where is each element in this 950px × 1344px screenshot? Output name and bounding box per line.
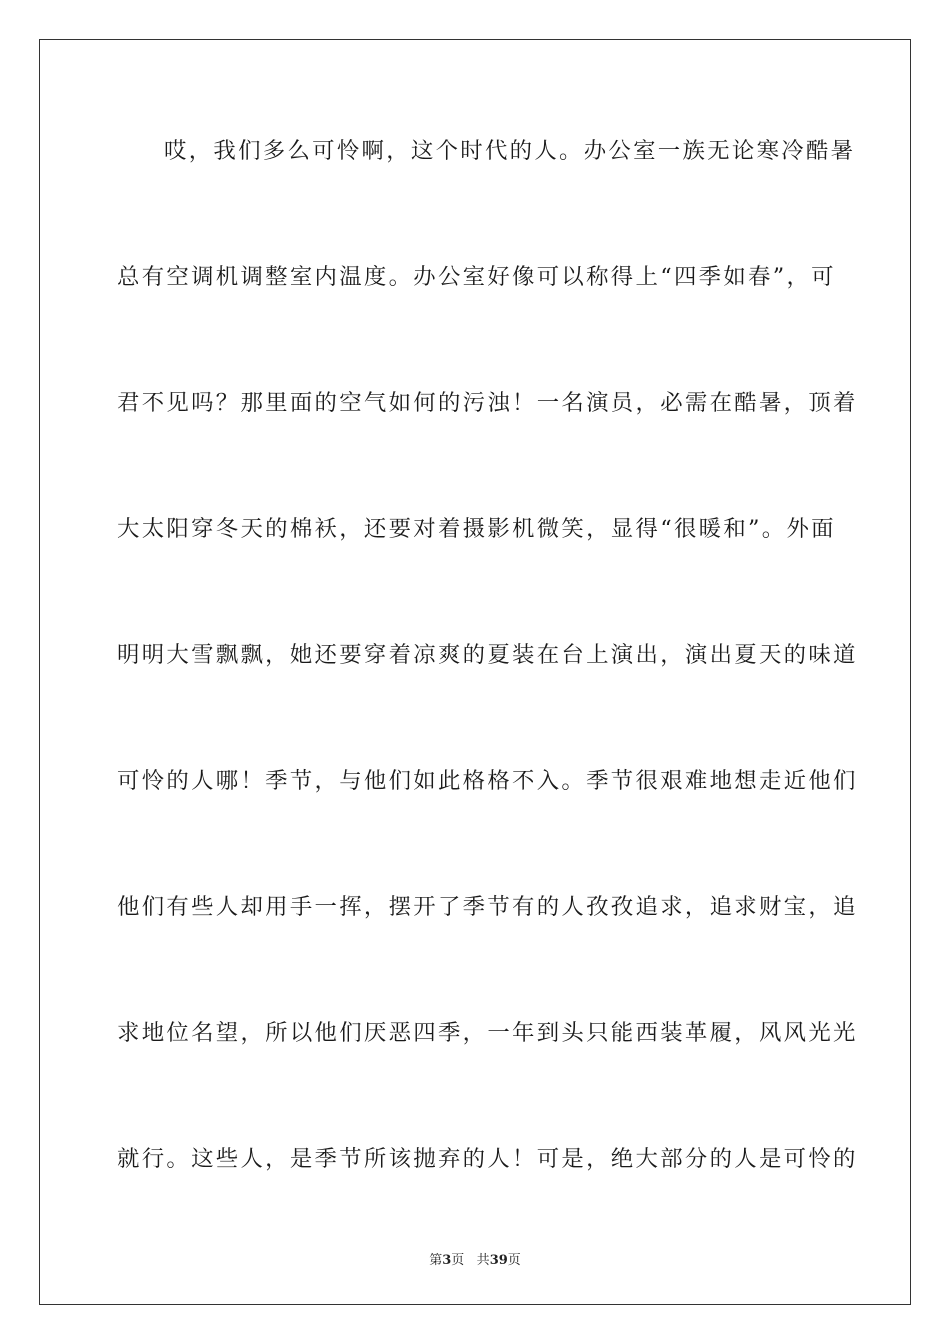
paragraph-line: 君不见吗？那里面的空气如何的污浊！一名演员，必需在酷暑，顶着 <box>117 390 858 416</box>
page-suffix: 页 <box>451 1253 465 1268</box>
total-page-count: 39 <box>489 1253 508 1268</box>
page-number-footer <box>0 1249 950 1268</box>
paragraph-line: 大太阳穿冬天的棉袄，还要对着摄影机微笑，显得“很暖和”。外面 <box>117 516 836 542</box>
paragraph-line: 就行。这些人，是季节所该抛弃的人！可是，绝大部分的人是可怜的 <box>117 1146 858 1172</box>
total-prefix: 共 <box>476 1253 490 1268</box>
document-body <box>117 131 858 1265</box>
paragraph-line: 可怜的人哪！季节，与他们如此格格不入。季节很艰难地想走近他们 <box>117 768 858 794</box>
current-page-number: 3 <box>442 1253 452 1268</box>
page-prefix: 第 <box>429 1253 443 1268</box>
paragraph-line: 求地位名望，所以他们厌恶四季，一年到头只能西装革履，风风光光 <box>117 1020 858 1046</box>
paragraph-line: 哎，我们多么可怜啊，这个时代的人。办公室一族无论寒冷酷暑 <box>164 138 856 164</box>
paragraph-line: 总有空调机调整室内温度。办公室好像可以称得上“四季如春”，可 <box>117 264 836 290</box>
paragraph-line: 明明大雪飘飘，她还要穿着凉爽的夏装在台上演出，演出夏天的味道 <box>117 642 858 668</box>
total-suffix: 页 <box>507 1253 521 1268</box>
paragraph-line: 他们有些人却用手一挥，摆开了季节有的人孜孜追求，追求财宝，追 <box>117 894 858 920</box>
